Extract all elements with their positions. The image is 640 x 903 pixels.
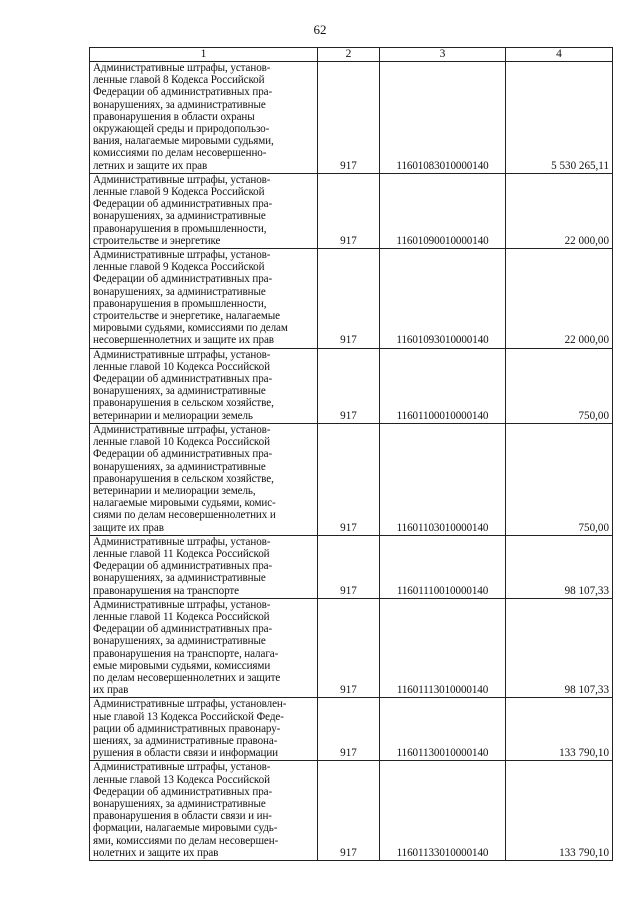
page-number: 62 xyxy=(313,22,327,37)
row-amount: 98 107,33 xyxy=(506,598,613,698)
row-amount: 5 530 265,11 xyxy=(506,62,613,174)
row-admin-code: 917 xyxy=(318,535,380,598)
row-budget-classification-code: 11601110010000140 xyxy=(380,535,506,598)
row-admin-code: 917 xyxy=(318,348,380,423)
table-row xyxy=(90,698,613,761)
row-description: Административные штрафы, установ- ленные главой 13 Кодекса Российской Федерации об административных пра- вонарушениях, за административные правонарушения в области связи и ин- формации, налагаемые мировыми судь- ями, комиссиями по делам несовершен- нолетних и защите их прав xyxy=(90,761,318,861)
column-header-4: 4 xyxy=(506,48,613,62)
table-row xyxy=(90,348,613,423)
row-admin-code: 917 xyxy=(318,761,380,861)
table-row xyxy=(90,598,613,698)
row-admin-code: 917 xyxy=(318,698,380,761)
row-admin-code: 917 xyxy=(318,173,380,248)
column-header-3: 3 xyxy=(380,48,506,62)
table-row xyxy=(90,62,613,174)
row-admin-code: 917 xyxy=(318,423,380,535)
row-budget-classification-code: 11601083010000140 xyxy=(380,62,506,174)
row-budget-classification-code: 11601130010000140 xyxy=(380,698,506,761)
row-amount: 133 790,10 xyxy=(506,761,613,861)
column-header-1: 1 xyxy=(90,48,318,62)
row-description: Административные штрафы, установ- ленные главой 11 Кодекса Российской Федерации об административных пра- вонарушениях, за административные правонарушения на транспорте, налага- емые мировыми судьями, комиссиями по делам несовершеннолетних и защите их прав xyxy=(90,598,318,698)
row-amount: 750,00 xyxy=(506,348,613,423)
row-budget-classification-code: 11601093010000140 xyxy=(380,249,506,349)
column-number-row xyxy=(90,48,613,62)
column-header-2: 2 xyxy=(318,48,380,62)
row-amount: 22 000,00 xyxy=(506,173,613,248)
row-budget-classification-code: 11601133010000140 xyxy=(380,761,506,861)
table-row xyxy=(90,761,613,861)
revenue-table xyxy=(89,47,613,861)
row-description: Административные штрафы, установ- ленные главой 8 Кодекса Российской Федерации об административных пра- вонарушениях, за административные правонарушения в области охраны окружающей среды и природопользо- вания, налагаемые мировыми судьями, комиссиями по делам несовершенно- летних и защите их прав xyxy=(90,62,318,174)
row-amount: 22 000,00 xyxy=(506,249,613,349)
row-description: Административные штрафы, установ- ленные главой 10 Кодекса Российской Федерации об административных пра- вонарушениях, за административные правонарушения в сельском хозяйстве, ветеринарии и мелиорации земель, налагаемые мировыми судьями, комис- сиями по делам несовершеннолетних и защите их прав xyxy=(90,423,318,535)
row-budget-classification-code: 11601090010000140 xyxy=(380,173,506,248)
row-admin-code: 917 xyxy=(318,62,380,174)
row-amount: 750,00 xyxy=(506,423,613,535)
table-row xyxy=(90,173,613,248)
row-description: Административные штрафы, установлен- ные главой 13 Кодекса Российской Феде- рации об административных правонару- шениях, за административные правона- рушения в области связи и информации xyxy=(90,698,318,761)
row-budget-classification-code: 11601113010000140 xyxy=(380,598,506,698)
table-row xyxy=(90,423,613,535)
row-admin-code: 917 xyxy=(318,598,380,698)
row-admin-code: 917 xyxy=(318,249,380,349)
table-row xyxy=(90,535,613,598)
row-description: Административные штрафы, установ- ленные главой 11 Кодекса Российской Федерации об административных пра- вонарушениях, за административные правонарушения на транспорте xyxy=(90,535,318,598)
row-budget-classification-code: 11601103010000140 xyxy=(380,423,506,535)
row-description: Административные штрафы, установ- ленные главой 9 Кодекса Российской Федерации об административных пра- вонарушениях, за административные правонарушения в промышленности, строительстве и энергетике xyxy=(90,173,318,248)
row-description: Административные штрафы, установ- ленные главой 10 Кодекса Российской Федерации об административных пра- вонарушениях, за административные правонарушения в сельском хозяйстве, ветеринарии и мелиорации земель xyxy=(90,348,318,423)
row-description: Административные штрафы, установ- ленные главой 9 Кодекса Российской Федерации об административных пра- вонарушениях, за административные правонарушения в промышленности, строительстве и энергетике, налагаемые мировыми судьями, комиссиями по делам несовершеннолетних и защите их прав xyxy=(90,249,318,349)
table-row xyxy=(90,249,613,349)
row-amount: 98 107,33 xyxy=(506,535,613,598)
row-amount: 133 790,10 xyxy=(506,698,613,761)
row-budget-classification-code: 11601100010000140 xyxy=(380,348,506,423)
